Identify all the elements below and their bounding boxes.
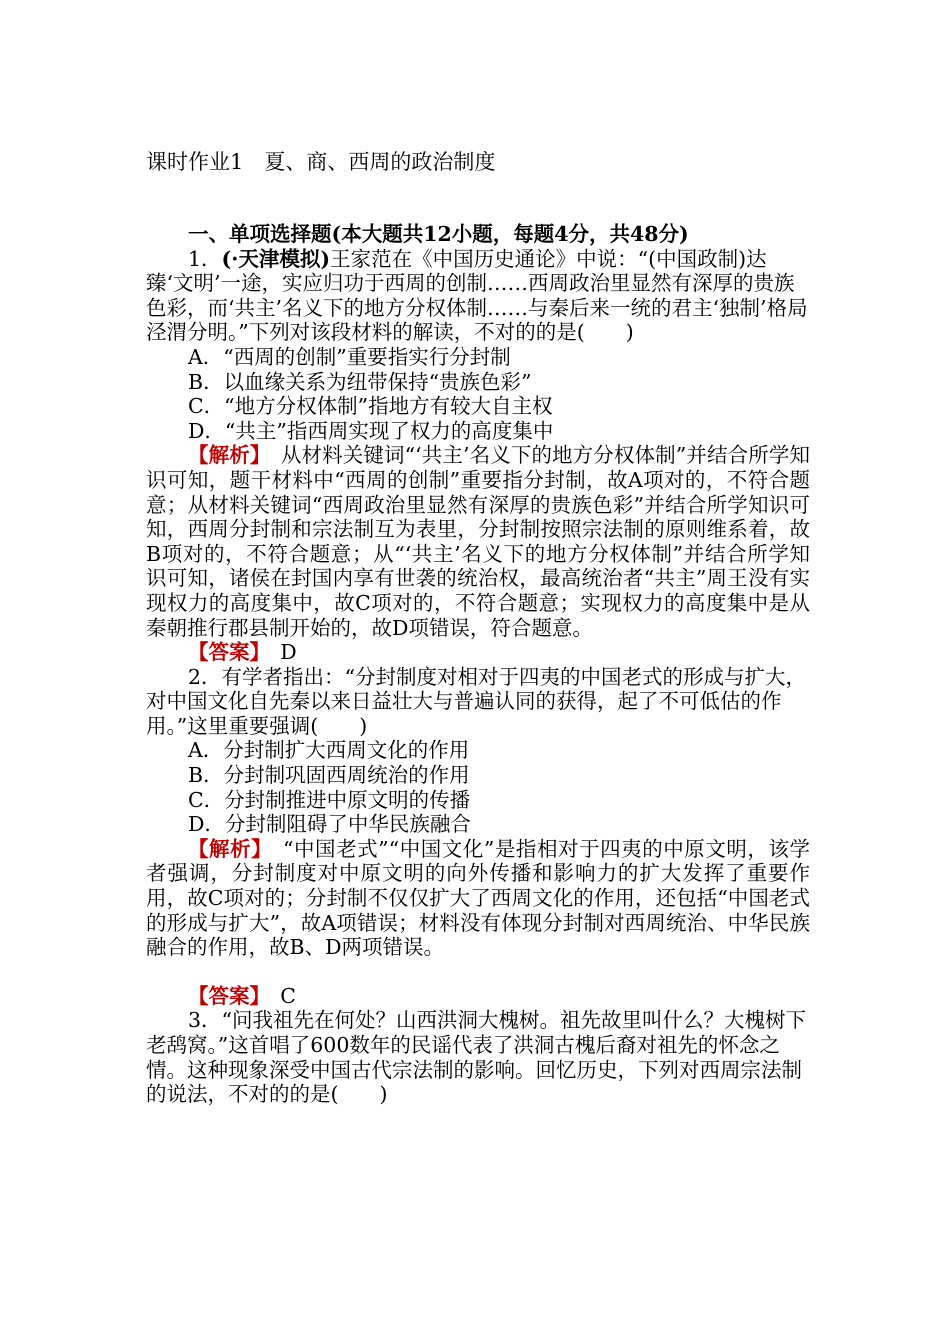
question-2-stem: 2．有学者指出：“分封制度对相对于四夷的中国老式的形成与扩大，对中国文化自先秦以来日益壮大与普遍认同的获得，起了不可低估的作用。”这里重要强调( ) <box>146 664 807 738</box>
question-1-option-d: D．“共主”指西周实现了权力的高度集中 <box>188 418 554 443</box>
question-2-analysis-text: “中国老式”“中国文化”是指相对于四夷的中原文明，该学者强调，分封制度对中原文明的向外传播和影响力的扩大发挥了重要作用，故C项对的；分封制不仅仅扩大了西周文化的作用，还包括“中国老式的形成与扩大”，故A项错误；材料没有体现分封制对西周统治、中华民族融合的作用，故B、D两项错误。 <box>146 836 811 960</box>
question-1-option-c: C．“地方分权体制”指地方有较大自主权 <box>188 394 553 419</box>
question-1-option-b: B．以血缘关系为纽带保持“贵族色彩” <box>188 369 532 394</box>
analysis-label: 【解析】 <box>188 443 261 468</box>
question-1-text: 王家范在《中国历史通论》中说：“(中国政制)达臻‘文明’一途，实应归功于西周的创制……西周政治里显然有深厚的贵族色彩，而‘共主’名义下的地方分权体制……与秦后来一统的君主‘独制’格局泾渭分明。”下列对该段材料的解读，不对的的是( ) <box>146 246 808 345</box>
question-3-stem: 3．“问我祖先在何处？山西洪洞大槐树。祖先故里叫什么？大槐树下老鸹窝。”这首唱了600数年的民谣代表了洪洞古槐后裔对祖先的怀念之情。这种现象深受中国古代宗法制的影响。回忆历史，下列对西周宗法制的说法，不对的的是( ) <box>146 1008 807 1107</box>
answer-label: 【答案】 <box>188 640 260 665</box>
question-2-option-b: B．分封制巩固西周统治的作用 <box>188 763 470 788</box>
question-1-option-a: A．“西周的创制”重要指实行分封制 <box>188 344 511 369</box>
question-1-analysis <box>146 443 810 640</box>
question-2-answer <box>146 984 810 1009</box>
analysis-label: 【解析】 <box>188 836 262 861</box>
question-2-option-a: A．分封制扩大西周文化的作用 <box>188 738 470 763</box>
question-1-analysis-text: 从材料关键词“‘共主’名义下的地方分权体制”并结合所学知识可知，题干材料中“西周的创制”重要指分封制，故A项对的，不符合题意；从材料关键词“西周政治里显然有深厚的贵族色彩”并结合所学知识可知，西周分封制和宗法制互为表里，分封制按照宗法制的原则维系着，故B项对的，不符合题意；从“‘共主’名义下的地方分权体制”并结合所学知识可知，诸侯在封国内享有世袭的统治权，最高统治者“共主”周王没有实现权力的高度集中，故C项对的，不符合题意；实现权力的高度集中是从秦朝推行郡县制开始的，故D项错误，符合题意。 <box>146 443 810 640</box>
question-2-option-c: C．分封制推进中原文明的传播 <box>188 787 471 812</box>
question-1-answer <box>146 640 810 665</box>
question-1-stem <box>146 247 810 345</box>
spacer <box>146 960 810 984</box>
question-1-answer-value: D <box>280 640 297 665</box>
question-1-source: (·天津模拟) <box>221 246 331 271</box>
question-2-option-d: D．分封制阻碍了中华民族融合 <box>188 812 471 837</box>
question-1-number: 1． <box>188 246 222 271</box>
question-2-analysis <box>146 837 810 960</box>
section-heading: 一、单项选择题(本大题共12小题，每题4分，共48分) <box>188 222 689 246</box>
document-body <box>146 222 810 1107</box>
page-title: 课时作业1 夏、商、西周的政治制度 <box>146 150 496 174</box>
question-2-answer-value: C <box>280 983 296 1008</box>
answer-label: 【答案】 <box>188 983 260 1008</box>
